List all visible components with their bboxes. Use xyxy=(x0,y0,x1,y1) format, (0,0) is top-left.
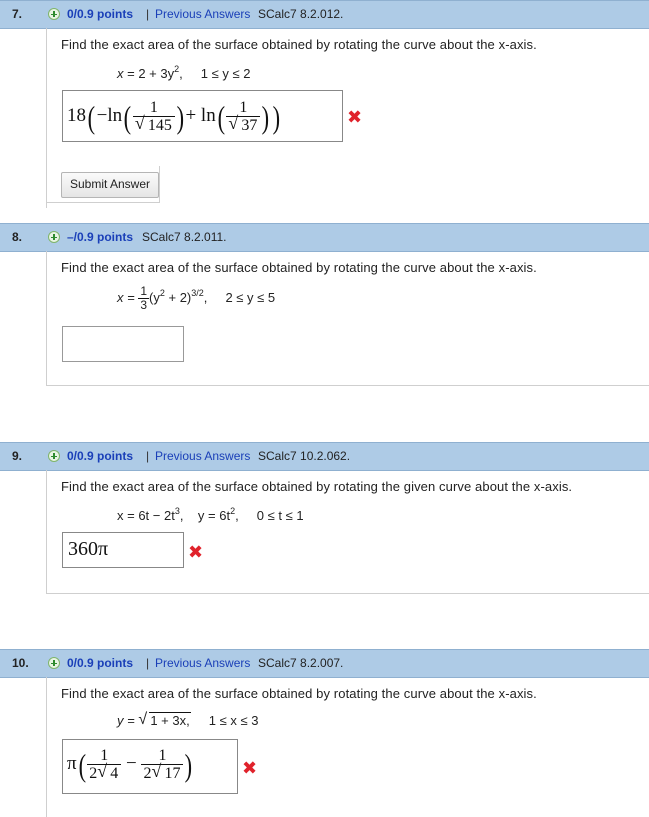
eq-domain: 2 ≤ y ≤ 5 xyxy=(225,289,276,305)
question-reference: SCalc7 8.2.011. xyxy=(142,230,227,244)
eq-exponent-1: 2 xyxy=(159,287,165,298)
question-header xyxy=(0,0,649,29)
eq-fraction-denominator: 3 xyxy=(140,298,148,312)
answer-box[interactable] xyxy=(62,739,238,794)
fraction-1 xyxy=(133,99,175,134)
radicand-1: 145 xyxy=(147,117,172,134)
expand-plus-icon[interactable] xyxy=(48,450,60,462)
radicand-1: 4 xyxy=(110,765,119,782)
points-link[interactable]: 0/0.9 points xyxy=(67,7,134,21)
sqrt-symbol: √ 145 xyxy=(134,113,172,134)
previous-answers-link[interactable]: Previous Answers xyxy=(155,7,251,21)
radicand-2: 17 xyxy=(164,765,181,782)
eq-radicand: 1 + 3x, xyxy=(150,713,190,728)
eq-domain: 1 ≤ x ≤ 3 xyxy=(208,713,259,728)
eq-fraction xyxy=(138,285,149,312)
answer-input[interactable] xyxy=(62,326,184,362)
eq-lhs: y = xyxy=(117,713,135,728)
question-header xyxy=(0,442,649,471)
curve-equation: $x = 6t - 2t^3$, $y = 6t^2$, 0 ≤ t ≤ 1 xyxy=(117,506,304,523)
expand-plus-icon[interactable] xyxy=(48,231,60,243)
points-link[interactable]: –/0.9 points xyxy=(67,230,134,244)
eq-y-part: y = 6t xyxy=(197,508,231,523)
fraction-2-numerator: 1 xyxy=(158,747,167,764)
question-prompt: Find the exact area of the surface obtained by rotating the curve about the x-axis. xyxy=(61,260,537,275)
eq-body: (y xyxy=(149,289,160,305)
eq-domain: 0 ≤ t ≤ 1 xyxy=(256,508,304,523)
question-number: 10. xyxy=(12,656,29,670)
submit-answer-button[interactable]: Submit Answer xyxy=(61,172,159,198)
previous-answers-link[interactable]: Previous Answers xyxy=(155,656,251,670)
answer-ln-2: + ln xyxy=(185,104,216,126)
question-number: 9. xyxy=(12,449,23,463)
answer-box[interactable]: 360π xyxy=(62,532,184,568)
answer-math: 18(−ln( 1 √ 145 )+ ln( 1 √ 37 )) xyxy=(67,98,281,135)
answer-ln-1: −ln xyxy=(96,104,123,126)
question-body xyxy=(46,251,649,386)
expand-plus-icon[interactable] xyxy=(48,8,60,20)
fraction-2-denominator xyxy=(141,761,183,782)
separator: | xyxy=(146,7,150,21)
question-number: 7. xyxy=(12,7,23,21)
fraction-1-denominator xyxy=(133,113,175,134)
points-link[interactable]: 0/0.9 points xyxy=(67,449,134,463)
x-mark-icon: ✖ xyxy=(188,542,204,562)
submit-area xyxy=(47,166,160,203)
question-prompt: Find the exact area of the surface obtained by rotating the curve about the x-axis. xyxy=(61,37,537,52)
eq-x-part: x = 6t − 2t xyxy=(117,508,175,523)
fraction-1-denominator xyxy=(87,761,121,782)
separator: | xyxy=(146,449,150,463)
curve-equation xyxy=(117,713,258,728)
answer-coefficient: 18 xyxy=(67,104,86,126)
denominator-1-prefix: 2 xyxy=(89,765,98,782)
x-mark-icon: ✖ xyxy=(347,107,363,127)
previous-answers-link[interactable]: Previous Answers xyxy=(155,449,251,463)
eq-lhs: x = xyxy=(117,289,135,305)
expand-plus-icon[interactable] xyxy=(48,657,60,669)
question-reference: SCalc7 8.2.007. xyxy=(258,656,344,670)
eq-domain: 1 ≤ y ≤ 2 xyxy=(200,66,251,81)
eq-exponent-2: 3/2 xyxy=(191,287,204,298)
curve-equation: $x = 2 + 3y^2$, 1 ≤ y ≤ 2 xyxy=(117,64,251,81)
separator: | xyxy=(146,656,150,670)
x-mark-icon: ✖ xyxy=(242,758,258,778)
sqrt-symbol: √ 4 xyxy=(97,761,119,782)
question-body xyxy=(46,470,649,594)
eq-fraction-numerator: 1 xyxy=(140,284,148,298)
question-number: 8. xyxy=(12,230,23,244)
eq-y-exponent: 2 xyxy=(230,506,236,516)
question-body xyxy=(46,28,649,208)
fraction-1-numerator: 1 xyxy=(100,747,109,764)
question-reference: SCalc7 10.2.062. xyxy=(258,449,351,463)
question-body xyxy=(46,677,649,817)
answer-coefficient: π xyxy=(67,752,77,774)
question-header xyxy=(0,649,649,678)
fraction-2 xyxy=(226,99,260,134)
question-prompt: Find the exact area of the surface obtained by rotating the curve about the x-axis. xyxy=(61,686,537,701)
sqrt-symbol: √ 17 xyxy=(151,761,181,782)
fraction-2-numerator: 1 xyxy=(239,99,248,116)
question-reference: SCalc7 8.2.012. xyxy=(258,7,344,21)
fraction-2 xyxy=(141,747,183,782)
fraction-1-numerator: 1 xyxy=(149,99,158,116)
radicand-2: 37 xyxy=(241,117,258,134)
sqrt-symbol: √ 37 xyxy=(228,113,258,134)
denominator-2-prefix: 2 xyxy=(143,765,152,782)
answer-box[interactable] xyxy=(62,90,343,142)
points-link[interactable]: 0/0.9 points xyxy=(67,656,134,670)
question-prompt: Find the exact area of the surface obtained by rotating the given curve about the x-axis. xyxy=(61,479,573,494)
fraction-2-denominator xyxy=(226,113,260,134)
minus-sign: − xyxy=(126,752,137,774)
eq-mid: + 2) xyxy=(164,289,192,305)
answer-math: π( 1 2 √ 4 − 1 2 √ 17 ) xyxy=(67,746,193,783)
question-header xyxy=(0,223,649,252)
eq-exponent: 2 xyxy=(174,64,180,74)
eq-x-exponent: 3 xyxy=(174,506,180,516)
eq-lhs: x xyxy=(117,66,124,81)
curve-equation: x = $\frac{1}{3}$ $(y^2 + 2)^{3/2}$, 2 ≤ y ≤ 5 xyxy=(117,284,276,312)
eq-rhs: = 2 + 3y xyxy=(127,66,175,81)
fraction-1 xyxy=(87,747,121,782)
eq-sqrt: √ 1 + 3x, xyxy=(138,711,190,728)
